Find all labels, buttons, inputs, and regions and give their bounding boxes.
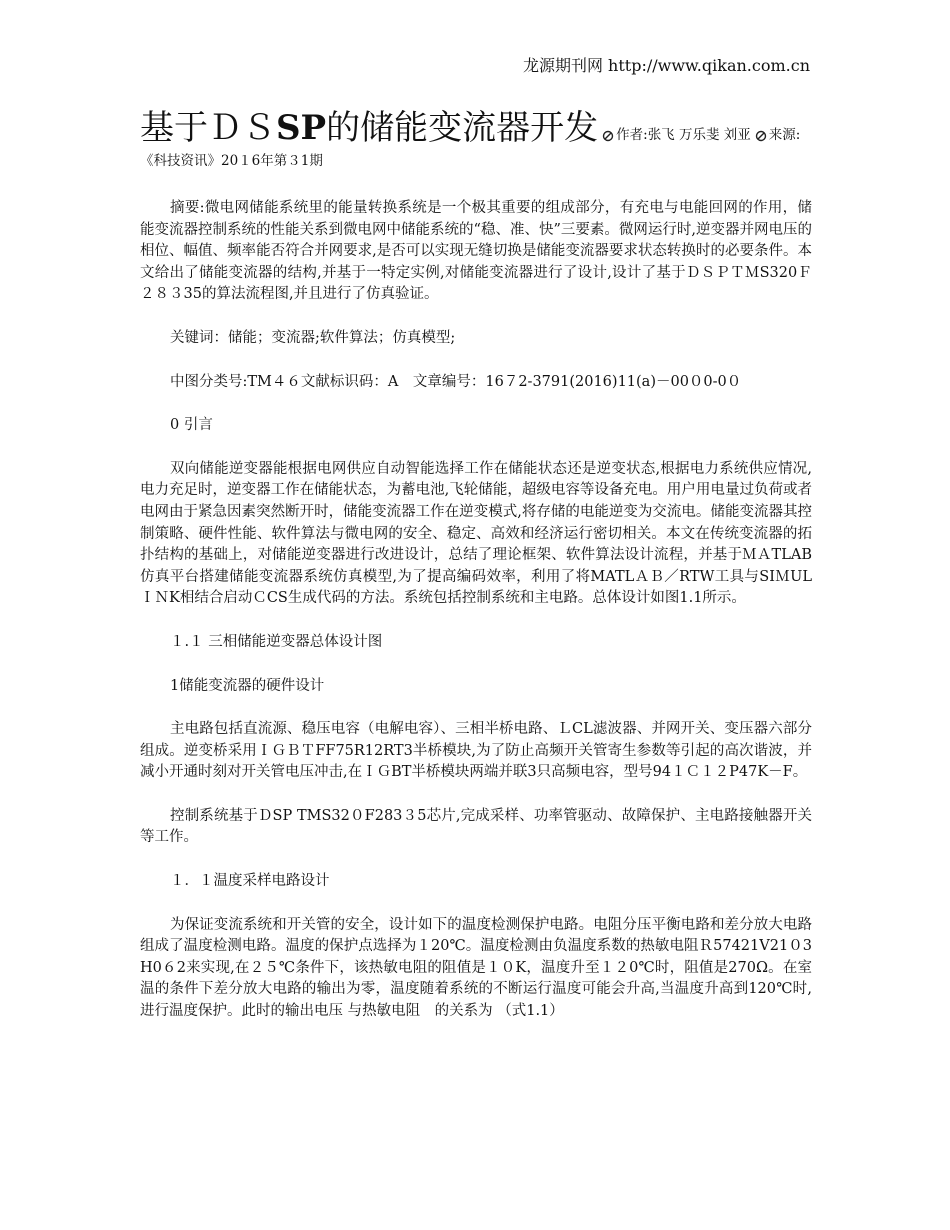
classification-paragraph: 中图分类号:TM４６文献标识码：A 文章编号：16７2-3791(2016)11(a)－00０0-0０ xyxy=(170,373,742,390)
intro-paragraph: 双向储能逆变器能根据电网供应自动智能选择工作在储能状态还是逆变状态,根据电力系统供应情况,电力充足时，逆变器工作在储能状态，为蓄电池,飞轮储能，超级电容等设备充电。用户用电量过负荷或者电网由于紧急因素突然断开时，储能变流器工作在逆变模式,将存储的电能逆变为交流电。储能变流器其控制策略、硬件性能、软件算法与微电网的安全、稳定、高效和经济运行密切相关。本文在传统变流器的拓扑结构的基础上，对储能逆变器进行改进设计，总结了理论框架、软件算法设计流程，并基于ＭＡTLAB仿真平台搭建储能变流器系统仿真模型,为了提高编码效率，利用了将MATLＡＢ／RTW工具与SIＭULＩＮK相结合启动ＣCS生成代码的方法。系统包括控制系统和主电路。总体设计如图1.1所示。 xyxy=(140,460,812,607)
title-part-1: 基于ＤＳ xyxy=(140,108,276,148)
temperature-heading: １．１温度采样电路设计 xyxy=(170,873,330,890)
source-icon xyxy=(755,130,767,142)
keywords-paragraph: 关键词：储能；变流器;软件算法；仿真模型; xyxy=(170,329,456,346)
title-part-bold: SP xyxy=(276,108,327,148)
author-icon xyxy=(602,130,614,142)
figure-caption: １.１ 三相储能逆变器总体设计图 xyxy=(170,633,383,650)
article-content xyxy=(140,108,812,1023)
hardware-heading: 1储能变流器的硬件设计 xyxy=(170,677,325,694)
authors: 张飞 万乐斐 刘亚 xyxy=(647,127,751,143)
abstract-paragraph: 摘要:微电网储能系统里的能量转换系统是一个极其重要的组成部分，有充电与电能回网的作用，储能变流器控制系统的性能关系到微电网中储能系统的“稳、准、快”三要素。微网运行时,逆变器并网电压的相位、幅值、频率能否符合并网要求,是否可以实现无缝切换是储能变流器要求状态转换时的必要条件。本文给出了储能变流器的结构,并基于一特定实例,对储能变流器进行了设计,设计了基于ＤＳＰＴＭS320Ｆ２８３35的算法流程图,并且进行了仿真验证。 xyxy=(140,200,812,303)
temperature-paragraph: 为保证变流系统和开关管的安全，设计如下的温度检测保护电路。电阻分压平衡电路和差分放大电路组成了温度检测电路。温度的保护点选择为１20℃。温度检测由负温度系数的热敏电阻Ｒ57421V21０3 H0６2来实现,在２５℃条件下，该热敏电阻的阻值是１０K，温度升至１２0℃时，阻值是270Ω。在室温的条件下差分放大电路的输出为零，温度随着系统的不断运行温度可能会升高,当温度升高到120℃时,进行温度保护。此时的输出电压 与热敏电阻 的关系为 （式1.1） xyxy=(140,916,812,1020)
article-meta xyxy=(598,127,800,143)
intro-heading: 0 引言 xyxy=(170,417,213,434)
main-circuit-paragraph: 主电路包括直流源、稳压电容（电解电容）、三相半桥电路、ＬCL滤波器、并网开关、变压器六部分组成。逆变桥采用ＩＧＢＴFF75R12RT3半桥模块,为了防止高频开关管寄生参数等引起的高次谐波，并减小开通时刻对开关管电压冲击,在ＩＧBT半桥模块两端并联3只高频电容，型号94１Ｃ１２P47K－F。 xyxy=(140,721,812,781)
source-label: 来源: xyxy=(768,127,801,143)
article-source: 《科技资讯》20１6年第３1期 xyxy=(140,153,323,169)
title-block xyxy=(140,108,812,172)
control-system-paragraph: 控制系统基于ＤSP TMS32０F283３5芯片,完成采样、功率管驱动、故障保护、主电路接触器开关等工作。 xyxy=(140,807,812,846)
author-label: 作者: xyxy=(616,127,648,143)
site-header: 龙源期刊网 http://www.qikan.com.cn xyxy=(522,56,810,75)
article-title xyxy=(140,108,598,148)
title-part-2: 的储能变流器开发 xyxy=(326,108,599,148)
